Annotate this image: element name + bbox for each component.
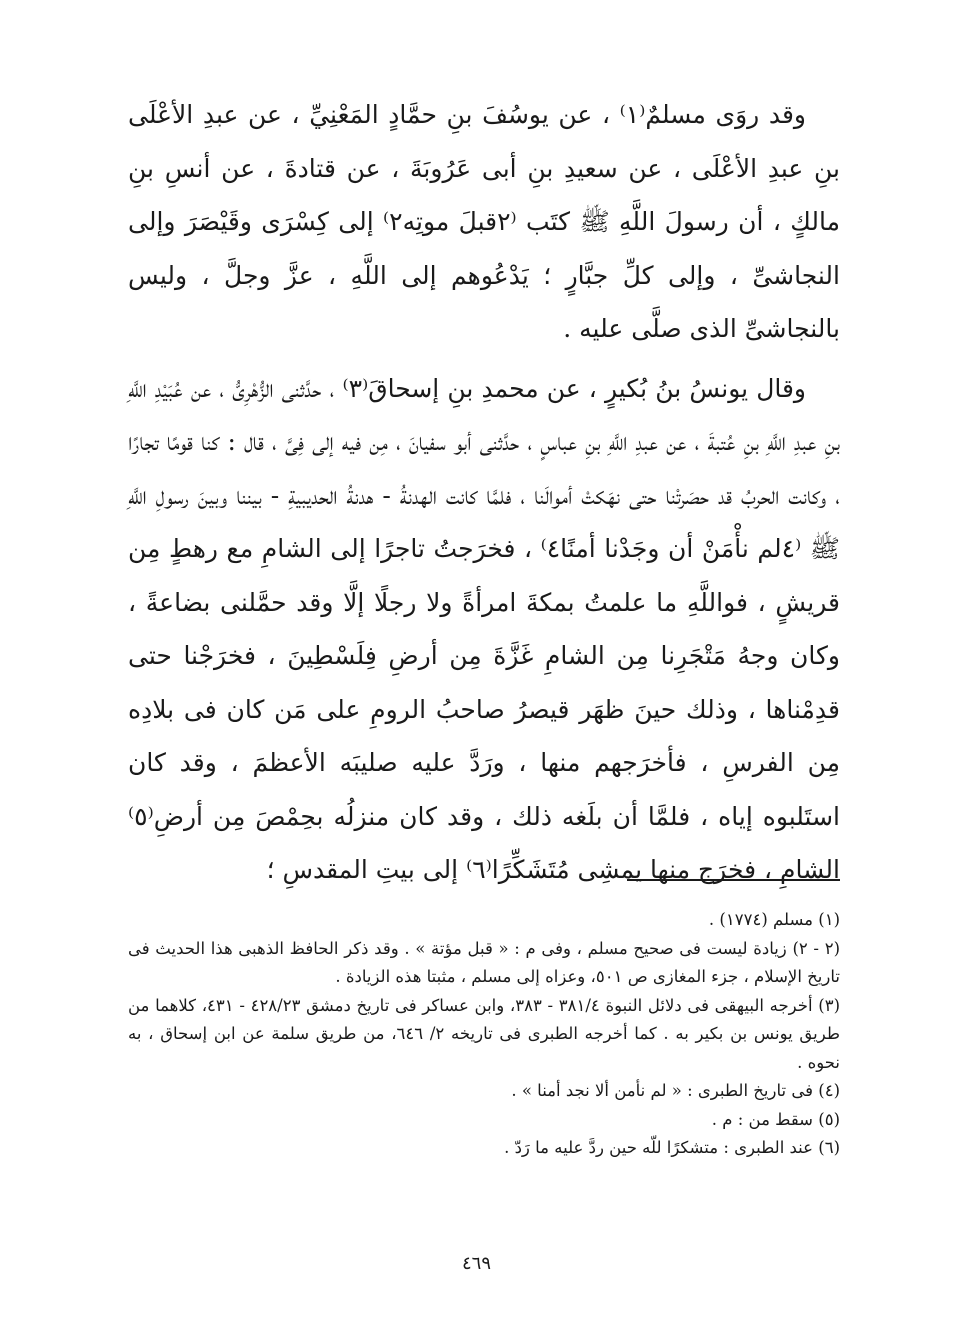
footnotes-section	[128, 906, 840, 1163]
page-number: ٤٦٩	[461, 1253, 491, 1274]
paragraph-1: وقد روَى مسلمٌ⁽١⁾ ، عن يوسُفَ بنِ حمَّادٍ المَعْنِيِّ ، عن عبدِ الأعْلَى بنِ عبدِ الأعْلَى ، عن سعيدِ بنِ أبى عَرُوبَةَ ، عن قتادةَ ، عن أنسِ بنِ مالكٍ ، أن رسولَ اللَّهِ ﷺ كتَب ⁽٢قبلَ موتِه٢⁾ إلى كِسْرَى وقَيْصَرَ وإلى النجاشىِّ ، وإلى كلِّ جبَّارٍ ؛ يَدْعُوهم إلى اللَّهِ ، عزَّ وجلَّ ، وليس بالنجاشىِّ الذى صلَّى عليه .	[128, 100, 840, 343]
footnote-4: (٤) فى تاريخ الطبرى : « لم نأمن ألا نجد أمنا » .	[511, 1081, 840, 1100]
footnote-6: (٦) عند الطبرى : متشكرًا للّه حين ردَّ عليه ما رَدّ .	[504, 1138, 840, 1157]
main-text-body	[128, 88, 840, 897]
footnote-1: (١) مسلم (١٧٧٤) .	[708, 910, 840, 929]
paragraph-2: وقال يونسُ بنُ بُكيرٍ ، عن محمدِ بنِ إسحاقَ⁽٣⁾ ، حدَّثنى الزُّهْرِىُّ ، عن عُبَيْدِ اللَّهِ بنِ عبدِ اللَّهِ بنِ عُتبةَ ، عن عبدِ اللَّهِ بنِ عباسٍ ، حدَّثنى أبو سفيانَ ، مِن فيه إلى فِىَّ ، قال : كنا قومًا تجارًا ، وكانت الحربُ قد حصَرتْنا حتى نهَكتْ أموالَنا ، فلمَّا كانت الهدنةُ - هدنةُ الحديبيةِ - بيننا وبينَ رسولِ اللَّهِ ﷺ ⁽٤لم نأْمَنْ أن وجَدْنا أمنًا٤⁾ ، فخرَجتُ تاجرًا إلى الشامِ مع رهطٍ مِن قريشٍ ، فواللَّهِ ما علمتُ بمكةَ امرأةً ولا رجلًا إلَّا وقد حمَّلنى بضاعةً ، وكان وجهُ مَتْجَرِنا مِن الشامِ غَزَّةَ مِن أرضِ فِلَسْطِينَ ، فخرَجْنا حتى قدِمْناها ، وذلك حينَ ظهَر قيصرُ صاحبُ الرومِ على مَن كان فى بلادِه مِن الفرسِ ، فأخرَجهم منها ، ورَدَّ عليه صليبَه الأعظمَ ، وقد كان استَلبوه إياه ، فلمَّا أن بلَغه ذلك ، وقد كان منزلُه بحِمْصَ مِن أرضِ⁽٥⁾ الشامِ ، فخرَج منها يمشِى مُتَشَكِّرًا⁽٦⁾ إلى بيتِ المقدسِ ؛	[128, 373, 840, 884]
footnote-2: (٢ - ٢) زيادة ليست فى صحيح مسلم ، وفى م : « قبل مؤتة » . وقد ذكر الحافظ الذهبى هذا الحديث فى تاريخ الإسلام ، جزء المغازى ص ٥٠١، وعزاه إلى مسلم ، مثبتا هذه الزيادة .	[128, 938, 840, 986]
footnote-3: (٣) أخرجه البيهقى فى دلائل النبوة ٣٨١/٤ - ٣٨٣، وابن عساكر فى تاريخ دمشق ٤٢٨/٢٣ - ٤٣١، كلاهما من طريق يونس بن بكير به . كما أخرجه الطبرى فى تاريخه ٢/ ٦٤٦، من طريق سلمة عن ابن إسحاق ، به نحوه .	[128, 995, 840, 1072]
footnote-5: (٥) سقط من : م .	[711, 1109, 840, 1129]
footnote-divider	[627, 879, 840, 881]
